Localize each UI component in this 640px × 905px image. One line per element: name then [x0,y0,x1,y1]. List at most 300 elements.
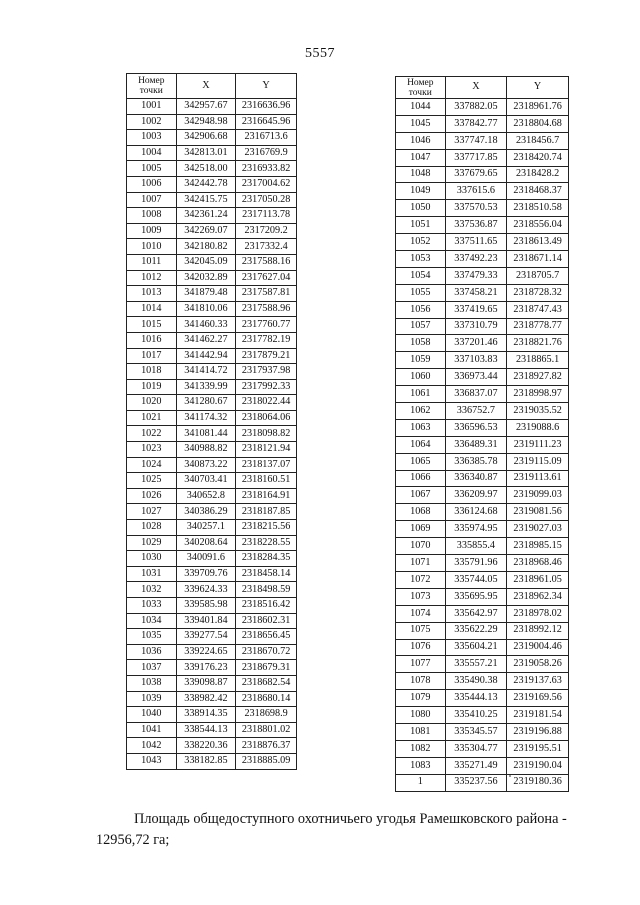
point-number-cell: 1076 [396,639,446,656]
table-row [396,403,569,420]
y-coordinate-cell: 2319058.26 [507,656,569,673]
x-coordinate-cell: 342180.82 [176,239,236,255]
y-coordinate-cell: 2319169.56 [507,690,569,707]
table-row [127,535,297,551]
x-coordinate-cell: 335557.21 [445,656,507,673]
table-row [396,521,569,538]
y-coordinate-cell: 2318680.14 [236,691,297,707]
x-coordinate-cell: 336489.31 [445,436,507,453]
point-number-cell: 1010 [127,239,177,255]
table-row [396,386,569,403]
point-number-cell: 1067 [396,487,446,504]
x-coordinate-cell: 335604.21 [445,639,507,656]
table-row [396,301,569,318]
y-coordinate-cell: 2318516.42 [236,598,297,614]
x-coordinate-cell: 337492.23 [445,251,507,268]
y-coordinate-cell: 2318747.43 [507,301,569,318]
point-number-cell: 1028 [127,520,177,536]
y-coordinate-cell: 2318458.14 [236,566,297,582]
point-number-cell: 1080 [396,707,446,724]
y-coordinate-cell: 2319099.03 [507,487,569,504]
point-number-cell: 1069 [396,521,446,538]
point-number-cell: 1006 [127,176,177,192]
y-coordinate-cell: 2318801.02 [236,722,297,738]
table-row [396,132,569,149]
y-coordinate-cell: 2318961.05 [507,571,569,588]
table-row [127,114,297,130]
x-coordinate-cell: 336385.78 [445,453,507,470]
y-coordinate-cell: 2318679.31 [236,660,297,676]
table-row [127,223,297,239]
x-coordinate-cell: 337419.65 [445,301,507,318]
table-row [396,673,569,690]
table-row [396,555,569,572]
table-row [396,251,569,268]
table-row [127,254,297,270]
table-row [396,470,569,487]
table-row [127,722,297,738]
table-row [396,707,569,724]
x-coordinate-cell: 335304.77 [445,740,507,757]
y-coordinate-cell: 2318778.77 [507,318,569,335]
y-coordinate-cell: 2318121.94 [236,442,297,458]
table-row [127,332,297,348]
x-coordinate-cell: 340703.41 [176,473,236,489]
y-coordinate-cell: 2319081.56 [507,504,569,521]
point-number-cell: 1020 [127,395,177,411]
y-coordinate-cell: 2319181.54 [507,707,569,724]
y-coordinate-cell: 2318978.02 [507,605,569,622]
x-coordinate-cell: 337615.6 [445,183,507,200]
table-row [396,588,569,605]
table-row [396,267,569,284]
x-coordinate-cell: 337458.21 [445,284,507,301]
table-row [127,613,297,629]
point-number-cell: 1043 [127,753,177,769]
x-coordinate-cell: 340091.6 [176,551,236,567]
y-coordinate-cell: 2318698.9 [236,707,297,723]
x-coordinate-cell: 341879.48 [176,286,236,302]
column-header-x: X [445,77,507,99]
table-row [127,738,297,754]
table-row [396,504,569,521]
table-row [396,740,569,757]
x-coordinate-cell: 338982.42 [176,691,236,707]
x-coordinate-cell: 335642.97 [445,605,507,622]
y-coordinate-cell: 2318962.34 [507,588,569,605]
x-coordinate-cell: 341462.27 [176,332,236,348]
point-number-cell: 1009 [127,223,177,239]
table-row [396,335,569,352]
y-coordinate-cell: 2318804.68 [507,115,569,132]
table-row [127,130,297,146]
point-number-cell: 1049 [396,183,446,200]
point-number-cell: 1017 [127,348,177,364]
x-coordinate-cell: 341442.94 [176,348,236,364]
table-row [396,723,569,740]
table-row [127,520,297,536]
x-coordinate-cell: 335974.95 [445,521,507,538]
area-statement-line2: 12956,72 га; [96,832,170,848]
table-row [396,690,569,707]
point-number-cell: 1018 [127,364,177,380]
table-row [127,629,297,645]
table-row [127,410,297,426]
y-coordinate-cell: 2318456.7 [507,132,569,149]
x-coordinate-cell: 335237.56 [445,774,507,791]
table-row [396,453,569,470]
table-row [127,457,297,473]
point-number-cell: 1066 [396,470,446,487]
y-coordinate-cell: 2319111.23 [507,436,569,453]
y-coordinate-cell: 2318602.31 [236,613,297,629]
x-coordinate-cell: 341414.72 [176,364,236,380]
table-row [396,774,569,791]
table-row [396,99,569,116]
x-coordinate-cell: 341810.06 [176,301,236,317]
point-number-cell: 1030 [127,551,177,567]
y-coordinate-cell: 2318064.06 [236,410,297,426]
point-number-cell: 1029 [127,535,177,551]
x-coordinate-cell: 335695.95 [445,588,507,605]
x-coordinate-cell: 335855.4 [445,538,507,555]
point-number-cell: 1 [396,774,446,791]
point-number-cell: 1077 [396,656,446,673]
table-row [127,301,297,317]
table-row [127,145,297,161]
point-number-cell: 1002 [127,114,177,130]
x-coordinate-cell: 340873.22 [176,457,236,473]
y-coordinate-cell: 2318613.49 [507,234,569,251]
column-header-point-line2: точки [408,87,432,98]
table-row [127,176,297,192]
table-row [396,487,569,504]
table-row [127,473,297,489]
x-coordinate-cell: 336340.87 [445,470,507,487]
table-row [396,605,569,622]
page-number: 5557 [305,46,335,61]
y-coordinate-cell: 2319137.63 [507,673,569,690]
y-coordinate-cell: 2318187.85 [236,504,297,520]
y-coordinate-cell: 2316769.9 [236,145,297,161]
table-row [127,691,297,707]
y-coordinate-cell: 2318821.76 [507,335,569,352]
table-row [396,352,569,369]
y-coordinate-cell: 2317588.96 [236,301,297,317]
y-coordinate-cell: 2318510.58 [507,200,569,217]
point-number-cell: 1074 [396,605,446,622]
y-coordinate-cell: 2317588.16 [236,254,297,270]
area-statement-line1: Площадь общедоступного охотничьего угодья Рамешковского района - [134,811,567,827]
x-coordinate-cell: 336596.53 [445,419,507,436]
x-coordinate-cell: 341174.32 [176,410,236,426]
y-coordinate-cell: 2318420.74 [507,149,569,166]
table-row [127,488,297,504]
point-number-cell: 1025 [127,473,177,489]
x-coordinate-cell: 336124.68 [445,504,507,521]
y-coordinate-cell: 2317937.98 [236,364,297,380]
x-coordinate-cell: 340386.29 [176,504,236,520]
x-coordinate-cell: 339401.84 [176,613,236,629]
table-row [396,234,569,251]
table-row [396,436,569,453]
x-coordinate-cell: 337842.77 [445,115,507,132]
table-row [127,426,297,442]
x-coordinate-cell: 337679.65 [445,166,507,183]
y-coordinate-cell: 2319035.52 [507,403,569,420]
point-number-cell: 1068 [396,504,446,521]
x-coordinate-cell: 339709.76 [176,566,236,582]
point-number-cell: 1070 [396,538,446,555]
column-header-y: Y [236,74,297,99]
point-number-cell: 1004 [127,145,177,161]
point-number-cell: 1062 [396,403,446,420]
point-number-cell: 1053 [396,251,446,268]
point-number-cell: 1051 [396,217,446,234]
table-row [127,270,297,286]
y-coordinate-cell: 2316645.96 [236,114,297,130]
x-coordinate-cell: 338220.36 [176,738,236,754]
table-row [127,504,297,520]
y-coordinate-cell: 2318022.44 [236,395,297,411]
point-number-cell: 1007 [127,192,177,208]
table-body-right [396,99,569,792]
point-number-cell: 1014 [127,301,177,317]
table-row [127,707,297,723]
x-coordinate-cell: 340652.8 [176,488,236,504]
table-row [127,551,297,567]
x-coordinate-cell: 340257.1 [176,520,236,536]
column-header-point-line1: Номер [407,77,434,88]
point-number-cell: 1058 [396,335,446,352]
table-row [127,442,297,458]
x-coordinate-cell: 337570.53 [445,200,507,217]
table-row [396,538,569,555]
y-coordinate-cell: 2318705.7 [507,267,569,284]
y-coordinate-cell: 2316713.6 [236,130,297,146]
table-row [127,99,297,115]
point-number-cell: 1048 [396,166,446,183]
x-coordinate-cell: 335622.29 [445,622,507,639]
x-coordinate-cell: 338182.85 [176,753,236,769]
x-coordinate-cell: 336752.7 [445,403,507,420]
x-coordinate-cell: 339176.23 [176,660,236,676]
point-number-cell: 1081 [396,723,446,740]
y-coordinate-cell: 2318961.76 [507,99,569,116]
y-coordinate-cell: 2316636.96 [236,99,297,115]
point-number-cell: 1054 [396,267,446,284]
y-coordinate-cell: 2317760.77 [236,317,297,333]
y-coordinate-cell: 2317209.2 [236,223,297,239]
point-number-cell: 1059 [396,352,446,369]
point-number-cell: 1061 [396,386,446,403]
point-number-cell: 1008 [127,208,177,224]
y-coordinate-cell: 2318098.82 [236,426,297,442]
x-coordinate-cell: 335444.13 [445,690,507,707]
table-row [127,644,297,660]
x-coordinate-cell: 335791.96 [445,555,507,572]
table-header-row [396,77,569,99]
point-number-cell: 1023 [127,442,177,458]
x-coordinate-cell: 339224.65 [176,644,236,660]
y-coordinate-cell: 2317782.19 [236,332,297,348]
y-coordinate-cell: 2318656.45 [236,629,297,645]
y-coordinate-cell: 2318728.32 [507,284,569,301]
table-row [127,317,297,333]
y-coordinate-cell: 2318927.82 [507,369,569,386]
column-header-x: X [176,74,236,99]
table-row [396,217,569,234]
column-header-point [396,77,446,99]
x-coordinate-cell: 337479.33 [445,267,507,284]
table-row [127,660,297,676]
x-coordinate-cell: 341081.44 [176,426,236,442]
point-number-cell: 1047 [396,149,446,166]
x-coordinate-cell: 337747.18 [445,132,507,149]
point-number-cell: 1019 [127,379,177,395]
x-coordinate-cell: 342032.89 [176,270,236,286]
point-number-cell: 1026 [127,488,177,504]
x-coordinate-cell: 339624.33 [176,582,236,598]
x-coordinate-cell: 337717.85 [445,149,507,166]
point-number-cell: 1064 [396,436,446,453]
point-number-cell: 1022 [127,426,177,442]
point-number-cell: 1041 [127,722,177,738]
point-number-cell: 1015 [127,317,177,333]
table-row [396,571,569,588]
table-row [127,239,297,255]
y-coordinate-cell: 2317004.62 [236,176,297,192]
x-coordinate-cell: 337310.79 [445,318,507,335]
point-number-cell: 1060 [396,369,446,386]
y-coordinate-cell: 2319195.51 [507,740,569,757]
x-coordinate-cell: 335271.49 [445,757,507,774]
y-coordinate-cell: 2318556.04 [507,217,569,234]
point-number-cell: 1072 [396,571,446,588]
x-coordinate-cell: 342906.68 [176,130,236,146]
table-row [127,753,297,769]
x-coordinate-cell: 338544.13 [176,722,236,738]
table-row [396,183,569,200]
table-row [396,200,569,217]
y-coordinate-cell: 2317627.04 [236,270,297,286]
table-row [127,364,297,380]
x-coordinate-cell: 339098.87 [176,675,236,691]
point-number-cell: 1050 [396,200,446,217]
point-number-cell: 1003 [127,130,177,146]
x-coordinate-cell: 342948.98 [176,114,236,130]
table-row [396,115,569,132]
x-coordinate-cell: 342269.07 [176,223,236,239]
y-coordinate-cell: 2317992.33 [236,379,297,395]
y-coordinate-cell: 2319004.46 [507,639,569,656]
point-number-cell: 1001 [127,99,177,115]
point-number-cell: 1033 [127,598,177,614]
x-coordinate-cell: 337201.46 [445,335,507,352]
x-coordinate-cell: 338914.35 [176,707,236,723]
y-coordinate-cell: 2319196.88 [507,723,569,740]
x-coordinate-cell: 342045.09 [176,254,236,270]
y-coordinate-cell: 2318160.51 [236,473,297,489]
table-row [127,582,297,598]
point-number-cell: 1055 [396,284,446,301]
x-coordinate-cell: 342518.00 [176,161,236,177]
area-statement [96,809,606,851]
table-row [127,192,297,208]
x-coordinate-cell: 342415.75 [176,192,236,208]
y-coordinate-cell: 2319027.03 [507,521,569,538]
table-row [127,208,297,224]
y-coordinate-cell: 2319190.04 [507,757,569,774]
column-header-point [127,74,177,99]
stray-mark [509,775,511,777]
point-number-cell: 1016 [127,332,177,348]
point-number-cell: 1046 [396,132,446,149]
point-number-cell: 1075 [396,622,446,639]
table-row [396,149,569,166]
y-coordinate-cell: 2318992.12 [507,622,569,639]
table-row [127,379,297,395]
x-coordinate-cell: 342361.24 [176,208,236,224]
y-coordinate-cell: 2317332.4 [236,239,297,255]
y-coordinate-cell: 2318498.59 [236,582,297,598]
x-coordinate-cell: 341460.33 [176,317,236,333]
table-header-row [127,74,297,99]
x-coordinate-cell: 335744.05 [445,571,507,588]
y-coordinate-cell: 2318164.91 [236,488,297,504]
y-coordinate-cell: 2318682.54 [236,675,297,691]
x-coordinate-cell: 335490.38 [445,673,507,690]
point-number-cell: 1031 [127,566,177,582]
y-coordinate-cell: 2319115.09 [507,453,569,470]
y-coordinate-cell: 2318137.07 [236,457,297,473]
y-coordinate-cell: 2317879.21 [236,348,297,364]
table-row [127,566,297,582]
y-coordinate-cell: 2318284.35 [236,551,297,567]
table-row [127,395,297,411]
point-number-cell: 1034 [127,613,177,629]
y-coordinate-cell: 2318468.37 [507,183,569,200]
x-coordinate-cell: 341339.99 [176,379,236,395]
y-coordinate-cell: 2318876.37 [236,738,297,754]
point-number-cell: 1037 [127,660,177,676]
point-number-cell: 1057 [396,318,446,335]
x-coordinate-cell: 342957.67 [176,99,236,115]
point-number-cell: 1045 [396,115,446,132]
point-number-cell: 1032 [127,582,177,598]
y-coordinate-cell: 2318968.46 [507,555,569,572]
column-header-point-line2: точки [139,86,163,96]
x-coordinate-cell: 342442.78 [176,176,236,192]
x-coordinate-cell: 340988.82 [176,442,236,458]
x-coordinate-cell: 337882.05 [445,99,507,116]
y-coordinate-cell: 2317587.81 [236,286,297,302]
point-number-cell: 1036 [127,644,177,660]
point-number-cell: 1083 [396,757,446,774]
point-number-cell: 1012 [127,270,177,286]
table-body-left [127,99,297,770]
y-coordinate-cell: 2318998.97 [507,386,569,403]
y-coordinate-cell: 2318985.15 [507,538,569,555]
point-number-cell: 1011 [127,254,177,270]
point-number-cell: 1056 [396,301,446,318]
point-number-cell: 1079 [396,690,446,707]
point-number-cell: 1005 [127,161,177,177]
point-number-cell: 1073 [396,588,446,605]
point-number-cell: 1065 [396,453,446,470]
point-number-cell: 1082 [396,740,446,757]
x-coordinate-cell: 335345.57 [445,723,507,740]
